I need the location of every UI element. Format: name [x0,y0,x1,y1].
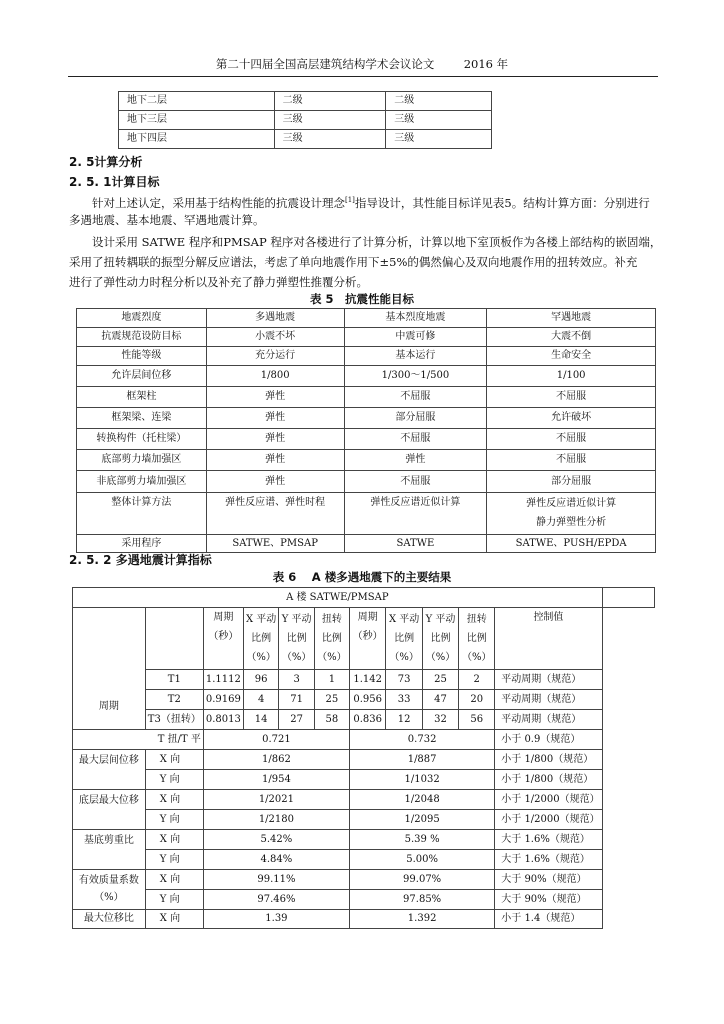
header-line: 扭转 [321,614,342,625]
table-cell: 不屈服 [344,429,487,450]
table-row [73,710,655,730]
table-cell: Y 向 [145,770,203,790]
table-cell [279,608,314,670]
header-line: 周期 [357,612,378,623]
table-cell: 2 [459,670,495,690]
table-cell: 二级 [274,92,386,111]
table-cell [602,588,654,608]
table-cell: 弹性 [206,429,344,450]
table-6 [72,587,655,929]
table-cell: 采用程序 [77,535,207,553]
header-line: 比例 [430,633,451,644]
table-cell: 不屈服 [487,387,656,408]
header-line: 比例 [394,633,415,644]
section-2-5-2-heading: 2. 5. 2 多遇地震计算指标 [69,553,212,567]
header-line: （%） [281,652,312,663]
table-row [73,910,655,929]
table-cell: 控制值 [495,608,602,670]
table-5-caption: 表 5 抗震性能目标 [309,292,414,306]
table-cell: 地下三层 [119,111,275,130]
table-cell: 中震可修 [344,328,487,347]
table-cell: 0.721 [203,730,349,750]
table-cell: 弹性 [206,450,344,471]
table-cell: 弹性反应谱、弹性时程 [206,493,344,535]
group-label: 有效质量系数 [78,875,139,886]
table-cell: T1 [145,670,203,690]
table-cell: 3 [279,670,314,690]
table-row [77,408,656,429]
table-cell: 大于 90%（规范） [495,870,602,890]
table-cell: X 向 [145,750,203,770]
period-group-label [73,608,146,730]
table-cell: 平动周期（规范） [495,690,602,710]
table-cell: 1/862 [203,750,349,770]
table-cell: 三级 [386,111,492,130]
table-row [73,810,655,830]
table-5 [76,308,656,553]
header-line: X 平动 [246,614,277,625]
table-cell: 4.84% [203,850,349,870]
table-cell: 大于 1.6%（规范） [495,830,602,850]
table-cell: 大于 90%（规范） [495,890,602,910]
table-cell: 弹性 [206,408,344,429]
table-cell: T3（扭转） [145,710,203,730]
header-line: （%） [317,652,347,663]
table-row [119,92,492,111]
table-cell [386,608,423,670]
running-header [0,56,724,72]
table-cell: 底部剪力墙加强区 [77,450,207,471]
continued-table [118,91,492,149]
table-row [73,890,655,910]
table-cell: 不屈服 [344,471,487,493]
table-cell: 框架梁、连梁 [77,408,207,429]
table-row [73,588,655,608]
table-cell: 12 [386,710,423,730]
table-cell: 非底部剪力墙加强区 [77,471,207,493]
table-cell: 97.85% [349,890,494,910]
table-cell: 1/300～1/500 [344,366,487,387]
table-cell: 0.732 [349,730,494,750]
table-row [73,750,655,770]
table-cell: 5.39 % [349,830,494,850]
table-cell: 1.1112 [203,670,243,690]
table-cell [487,493,656,535]
table-cell: 小于 1/2000（规范） [495,790,602,810]
table-cell [145,608,203,670]
table-cell: 不屈服 [344,387,487,408]
header-line: （%） [389,652,419,663]
header-line: 周期 [213,612,234,623]
table-cell: 97.46% [203,890,349,910]
header-rule [68,76,658,77]
table-cell: 大震不倒 [487,328,656,347]
table-cell: 基本运行 [344,347,487,366]
paragraph-2-line-1: 设计采用 SATWE 程序和PMSAP 程序对各楼进行了计算分析，计算以地下室顶板作为各楼上部结构的嵌固端， [92,235,662,249]
table-cell: 1/1032 [349,770,494,790]
table-cell: 56 [459,710,495,730]
table-row [73,830,655,850]
table-cell: 生命安全 [487,347,656,366]
table-cell: 1/100 [487,366,656,387]
method-line-2: 静力弹塑性分析 [536,517,607,528]
paragraph-1-text-a: 针对上述认定，采用基于结构性能的抗震设计理念 [92,195,345,210]
table-row [77,450,656,471]
table-row [77,471,656,493]
table-row [73,850,655,870]
table-cell: X 向 [145,870,203,890]
table-cell: 1/2180 [203,810,349,830]
table-cell: X 向 [145,830,203,850]
table-cell: 不屈服 [487,450,656,471]
table-cell: 47 [422,690,458,710]
table-cell: 25 [314,690,349,710]
table-row [77,535,656,553]
table-header-cell: 罕遇地震 [487,309,656,328]
table-cell: 1.39 [203,910,349,929]
table-cell: X 向 [145,790,203,810]
table-cell: 部分屈服 [487,471,656,493]
table-cell: 整体计算方法 [77,493,207,535]
table-cell: 抗震规范设防目标 [77,328,207,347]
table-cell: 1/800 [206,366,344,387]
table-cell: 99.07% [349,870,494,890]
table-row [77,309,656,328]
table-header-cell: 多遇地震 [206,309,344,328]
table-cell: 96 [243,670,279,690]
table-cell: 20 [459,690,495,710]
table-cell: SATWE、PUSH/EPDA [487,535,656,553]
table-cell: 25 [422,670,458,690]
table-cell [422,608,458,670]
group-label: 最大层间位移 [78,755,139,766]
table-cell: 58 [314,710,349,730]
table-cell: 1/954 [203,770,349,790]
header-line: 比例 [286,633,307,644]
table-cell: 充分运行 [206,347,344,366]
table-cell [73,830,146,870]
table-cell: 平动周期（规范） [495,670,602,690]
group-label-unit: （%） [94,892,124,903]
table-row [119,111,492,130]
table-cell: T2 [145,690,203,710]
table-row [77,493,656,535]
table-cell: 三级 [386,130,492,149]
header-line: Y 平动 [425,614,456,625]
table-cell: 0.956 [349,690,385,710]
table-header-cell: 地震烈度 [77,309,207,328]
table-cell: 框架柱 [77,387,207,408]
table-row [77,366,656,387]
table-cell [314,608,349,670]
section-2-5-heading: 2. 5计算分析 [69,155,143,169]
table-cell: 1/2095 [349,810,494,830]
table-cell: 1.392 [349,910,494,929]
header-line: 扭转 [466,614,487,625]
header-line: 比例 [251,633,272,644]
paragraph-2-line-3: 进行了弹性动力时程分析以及补充了静力弹塑性推覆分析。 [69,275,368,289]
table-cell: 弹性 [206,471,344,493]
table-cell: 二级 [386,92,492,111]
table-cell: 地下二层 [119,92,275,111]
table-row [73,790,655,810]
header-line: 比例 [321,633,342,644]
table-row [73,730,655,750]
table-cell: 1/2048 [349,790,494,810]
paragraph-1-line-2: 多遇地震、基本地震、罕遇地震计算。 [69,213,265,227]
table-cell: 14 [243,710,279,730]
table-cell: 27 [279,710,314,730]
table-cell: 弹性 [206,387,344,408]
header-line: （秒） [208,631,239,642]
table-cell [243,608,279,670]
table-cell: 小于 0.9（规范） [495,730,602,750]
table-cell: 弹性 [344,450,487,471]
method-line-1: 弹性反应谱近似计算 [526,498,617,509]
header-line: Y 平动 [281,614,312,625]
table-cell [459,608,495,670]
table-cell: 1 [314,670,349,690]
table-row [73,690,655,710]
table-cell: 5.42% [203,830,349,850]
table-cell: 转换构件（托柱梁） [77,429,207,450]
table-cell: 小于 1/800（规范） [495,770,602,790]
table-row [77,328,656,347]
table-cell: SATWE、PMSAP [206,535,344,553]
header-line: （%） [461,652,492,663]
header-line: 比例 [466,633,487,644]
header-year: 2016 年 [463,57,509,71]
paragraph-2-line-2: 采用了扭转耦联的振型分解反应谱法，考虑了单向地震作用下±5%的偶然偏心及双向地震作用的扭转效应。补充 [69,255,638,269]
table-cell [73,790,146,830]
table-cell: 允许破坏 [487,408,656,429]
table-cell: 小于 1.4（规范） [495,910,602,929]
header-line: （秒） [352,631,383,642]
table-cell: 1.142 [349,670,385,690]
table-header-cell: 基本烈度地震 [344,309,487,328]
table-cell: 性能等级 [77,347,207,366]
header-line: （%） [246,652,276,663]
header-line: X 平动 [388,614,420,625]
table-cell: 不屈服 [487,429,656,450]
table-cell: Y 向 [145,850,203,870]
table-cell: 99.11% [203,870,349,890]
table-row [77,387,656,408]
table-row [77,429,656,450]
table-cell: 地下四层 [119,130,275,149]
table-cell: 1/887 [349,750,494,770]
table-cell: 允许层间位移 [77,366,207,387]
table-cell: 73 [386,670,423,690]
table-row [77,347,656,366]
table-6-caption: 表 6 A 楼多遇地震下的主要结果 [272,570,452,584]
table-cell [349,608,385,670]
table-cell [203,608,243,670]
table-row [73,608,655,670]
paragraph-1-text-b: 指导设计，其性能目标详见表5。结构计算方面：分别进行 [354,195,650,210]
table-cell: 1/2021 [203,790,349,810]
section-2-5-1-heading: 2. 5. 1计算目标 [69,175,160,189]
table-cell: 部分屈服 [344,408,487,429]
citation-ref: [1] [345,196,355,204]
period-label: 周期 [98,700,119,712]
table-cell: 4 [243,690,279,710]
table-cell: 最大位移比 [73,910,146,929]
table-cell: 弹性反应谱近似计算 [344,493,487,535]
table-cell: 大于 1.6%（规范） [495,850,602,870]
table-row [73,870,655,890]
table-cell: 小震不坏 [206,328,344,347]
table-cell [73,750,146,790]
conference-name: 第二十四届全国高层建筑结构学术会议论文 [215,57,435,71]
table-cell: 0.8013 [203,710,243,730]
table-cell: 33 [386,690,423,710]
table-row [119,130,492,149]
group-label: 基底剪重比 [83,835,134,846]
table-cell: Y 向 [145,810,203,830]
table-cell: 小于 1/2000（规范） [495,810,602,830]
table-cell [73,870,146,910]
table-cell: 三级 [274,130,386,149]
table-cell: 0.836 [349,710,385,730]
header-line: （%） [425,652,456,663]
table-cell: 平动周期（规范） [495,710,602,730]
table-cell: 5.00% [349,850,494,870]
table-cell: 0.9169 [203,690,243,710]
table-cell: 71 [279,690,314,710]
group-label: 底层最大位移 [78,795,139,806]
table-cell: SATWE [344,535,487,553]
table-row [73,770,655,790]
table-cell: 32 [422,710,458,730]
table-cell: 小于 1/800（规范） [495,750,602,770]
table-cell: X 向 [145,910,203,929]
table-title-cell: A 楼 SATWE/PMSAP [73,588,603,608]
table-cell: Y 向 [145,890,203,910]
table-cell: 三级 [274,111,386,130]
table-row [73,670,655,690]
table-cell: T 扭/T 平 [73,730,204,750]
